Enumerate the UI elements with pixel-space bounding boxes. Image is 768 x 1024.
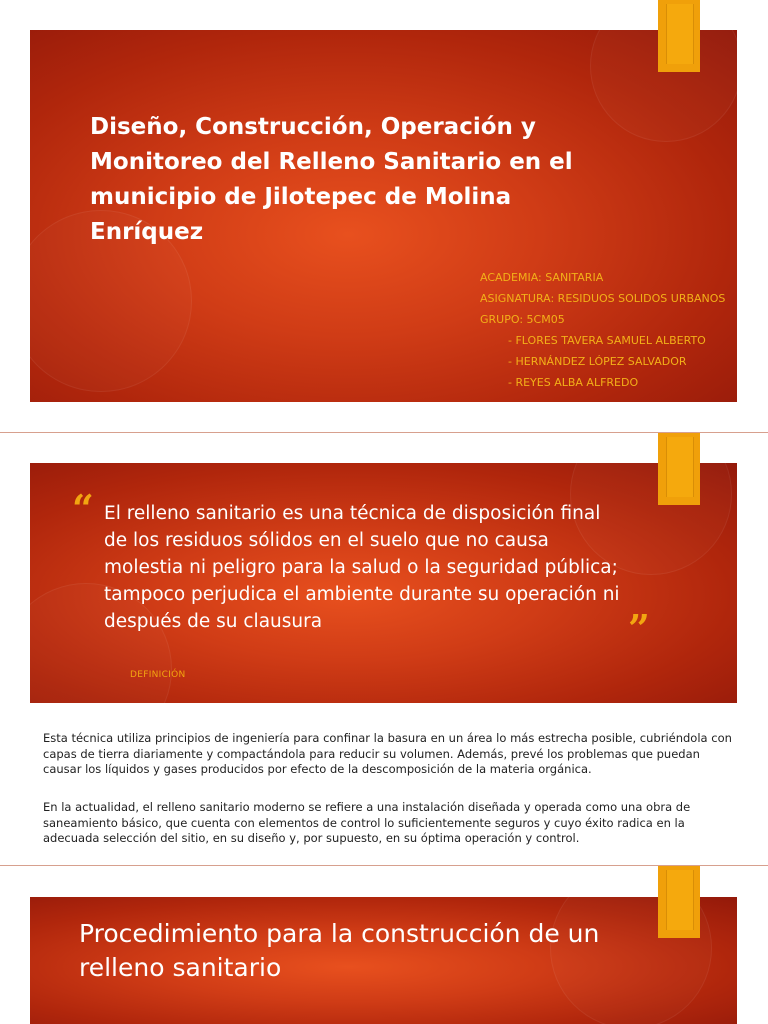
slide-1-title: Diseño, Construcción, Operación y Monitoreo del Relleno Sanitario en el municipio de Jilotepec de Molina Enríquez [90, 114, 573, 245]
slide-1-accent-tab [658, 0, 700, 72]
notes-paragraph-2: En la actualidad, el relleno sanitario moderno se refiere a una instalación diseñada y operada como una obra de saneamiento básico, que cuenta con elementos de control lo suficientemente seguros y cuyo éxito radica en la adecuada selección del sitio, en su diseño y, por supuesto, en su óptima operación y control. [43, 800, 691, 845]
academia-text: ACADEMIA: SANITARIA [480, 271, 604, 284]
slide-divider [0, 865, 768, 866]
member-2: - HERNÁNDEZ LÓPEZ SALVADOR [508, 355, 687, 368]
member-3: - REYES ALBA ALFREDO [508, 376, 639, 389]
slide-2-accent-tab [658, 433, 700, 505]
definition-quote: El relleno sanitario es una técnica de disposición final de los residuos sólidos en el suelo que no causa molestia ni peligro para la salud o la seguridad pública; tampoco perjudica el ambiente durante su operación ni después de su clausura [104, 503, 620, 632]
slide-3-accent-tab [658, 866, 700, 938]
open-quote-mark: “ [72, 486, 94, 531]
asignatura-text: ASIGNATURA: RESIDUOS SOLIDOS URBANOS [480, 292, 726, 305]
close-quote-mark: ” [628, 606, 650, 651]
slide-3-title: Procedimiento para la construcción de un relleno sanitario [79, 919, 600, 982]
notes-paragraph-1: Esta técnica utiliza principios de ingeniería para confinar la basura en un área lo más estrecha posible, cubriéndola con capas de tierra diariamente y compactándola para reducir su volumen. Además, prevé los problemas que puedan causar los líquidos y gases producidos por efecto de la descomposición de la materia orgánica. [43, 731, 732, 776]
slide-divider [0, 432, 768, 433]
grupo-text: GRUPO: 5CM05 [480, 313, 565, 326]
slide-1-meta [480, 267, 737, 393]
member-1: - FLORES TAVERA SAMUEL ALBERTO [508, 334, 706, 347]
definition-label: DEFINICIÓN [130, 670, 186, 680]
slide-3 [30, 897, 737, 1024]
slide-1 [30, 30, 737, 402]
